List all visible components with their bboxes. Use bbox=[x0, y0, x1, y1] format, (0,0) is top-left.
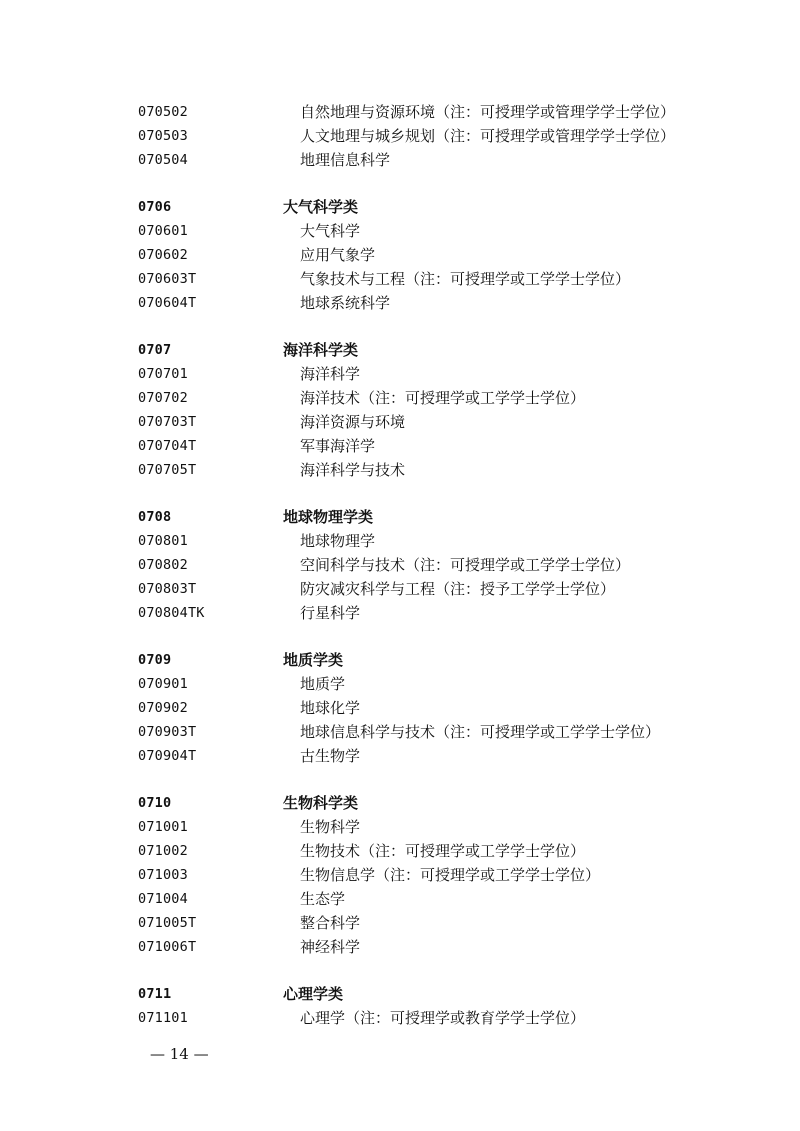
major-code: 070904T bbox=[138, 748, 197, 764]
major-name: 整合科学 bbox=[300, 914, 361, 932]
list-item bbox=[0, 362, 800, 386]
list-item bbox=[0, 720, 800, 744]
list-item bbox=[0, 935, 800, 959]
list-item bbox=[0, 529, 800, 553]
category-heading bbox=[0, 982, 800, 1006]
major-name: 海洋资源与环境 bbox=[300, 413, 406, 431]
category-name: 生物科学类 bbox=[283, 794, 359, 812]
major-code: 070804TK bbox=[138, 605, 205, 621]
list-item bbox=[0, 458, 800, 482]
list-item bbox=[0, 243, 800, 267]
list-item bbox=[0, 815, 800, 839]
category-code: 0706 bbox=[138, 199, 172, 215]
major-name: 生物信息学（注：可授理学或工学学士学位） bbox=[300, 866, 601, 884]
list-item bbox=[0, 839, 800, 863]
major-name: 生物技术（注：可授理学或工学学士学位） bbox=[300, 842, 586, 860]
list-item bbox=[0, 863, 800, 887]
major-code: 071002 bbox=[138, 843, 188, 859]
major-name: 应用气象学 bbox=[300, 246, 376, 264]
major-code: 071006T bbox=[138, 939, 197, 955]
major-name: 人文地理与城乡规划（注：可授理学或管理学学士学位） bbox=[300, 127, 676, 145]
list-item bbox=[0, 410, 800, 434]
major-name: 地球系统科学 bbox=[300, 294, 391, 312]
major-code: 070503 bbox=[138, 128, 188, 144]
major-name: 自然地理与资源环境（注：可授理学或管理学学士学位） bbox=[300, 103, 676, 121]
major-code: 070704T bbox=[138, 438, 197, 454]
major-name: 心理学（注：可授理学或教育学学士学位） bbox=[300, 1009, 586, 1027]
major-name: 空间科学与技术（注：可授理学或工学学士学位） bbox=[300, 556, 631, 574]
major-name: 防灾减灾科学与工程（注：授予工学学士学位） bbox=[300, 580, 616, 598]
list-item bbox=[0, 577, 800, 601]
page-number: — 14 — bbox=[150, 1045, 209, 1063]
major-code: 071001 bbox=[138, 819, 188, 835]
list-item bbox=[0, 291, 800, 315]
list-item bbox=[0, 911, 800, 935]
major-name: 生物科学 bbox=[300, 818, 361, 836]
category-name: 心理学类 bbox=[283, 985, 344, 1003]
category-heading bbox=[0, 791, 800, 815]
major-code: 070703T bbox=[138, 414, 197, 430]
category-heading bbox=[0, 338, 800, 362]
major-code: 070504 bbox=[138, 152, 188, 168]
major-name: 地球物理学 bbox=[300, 532, 376, 550]
list-item bbox=[0, 1006, 800, 1030]
major-name: 海洋科学 bbox=[300, 365, 361, 383]
major-name: 军事海洋学 bbox=[300, 437, 376, 455]
category-code: 0710 bbox=[138, 795, 172, 811]
list-item bbox=[0, 744, 800, 768]
major-code: 070903T bbox=[138, 724, 197, 740]
list-item bbox=[0, 100, 800, 124]
category-code: 0708 bbox=[138, 509, 172, 525]
category-name: 大气科学类 bbox=[283, 198, 359, 216]
major-code: 071005T bbox=[138, 915, 197, 931]
major-code: 070702 bbox=[138, 390, 188, 406]
list-item bbox=[0, 219, 800, 243]
major-code: 070901 bbox=[138, 676, 188, 692]
category-heading bbox=[0, 648, 800, 672]
major-code: 070502 bbox=[138, 104, 188, 120]
major-name: 海洋科学与技术 bbox=[300, 461, 406, 479]
major-code: 070603T bbox=[138, 271, 197, 287]
category-heading bbox=[0, 505, 800, 529]
major-code: 070701 bbox=[138, 366, 188, 382]
major-name: 行星科学 bbox=[300, 604, 361, 622]
list-item bbox=[0, 434, 800, 458]
category-heading bbox=[0, 195, 800, 219]
list-item bbox=[0, 386, 800, 410]
major-code: 070802 bbox=[138, 557, 188, 573]
major-name: 古生物学 bbox=[300, 747, 361, 765]
major-code: 071004 bbox=[138, 891, 188, 907]
major-name: 气象技术与工程（注：可授理学或工学学士学位） bbox=[300, 270, 631, 288]
category-name: 地球物理学类 bbox=[283, 508, 374, 526]
list-item bbox=[0, 601, 800, 625]
major-name: 生态学 bbox=[300, 890, 346, 908]
major-code: 070902 bbox=[138, 700, 188, 716]
major-name: 神经科学 bbox=[300, 938, 361, 956]
major-code: 070604T bbox=[138, 295, 197, 311]
list-item bbox=[0, 887, 800, 911]
list-item bbox=[0, 267, 800, 291]
category-name: 地质学类 bbox=[283, 651, 344, 669]
list-item bbox=[0, 124, 800, 148]
major-code: 070803T bbox=[138, 581, 197, 597]
list-item bbox=[0, 696, 800, 720]
category-code: 0711 bbox=[138, 986, 172, 1002]
major-name: 大气科学 bbox=[300, 222, 361, 240]
major-code: 071003 bbox=[138, 867, 188, 883]
category-name: 海洋科学类 bbox=[283, 341, 359, 359]
list-item bbox=[0, 553, 800, 577]
major-name: 地球信息科学与技术（注：可授理学或工学学士学位） bbox=[300, 723, 661, 741]
major-name: 地质学 bbox=[300, 675, 346, 693]
major-name: 地理信息科学 bbox=[300, 151, 391, 169]
major-name: 地球化学 bbox=[300, 699, 361, 717]
major-name: 海洋技术（注：可授理学或工学学士学位） bbox=[300, 389, 586, 407]
category-code: 0709 bbox=[138, 652, 172, 668]
major-code: 070601 bbox=[138, 223, 188, 239]
major-code: 071101 bbox=[138, 1010, 188, 1026]
category-code: 0707 bbox=[138, 342, 172, 358]
major-code: 070801 bbox=[138, 533, 188, 549]
major-code: 070602 bbox=[138, 247, 188, 263]
major-code: 070705T bbox=[138, 462, 197, 478]
list-item bbox=[0, 148, 800, 172]
list-item bbox=[0, 672, 800, 696]
